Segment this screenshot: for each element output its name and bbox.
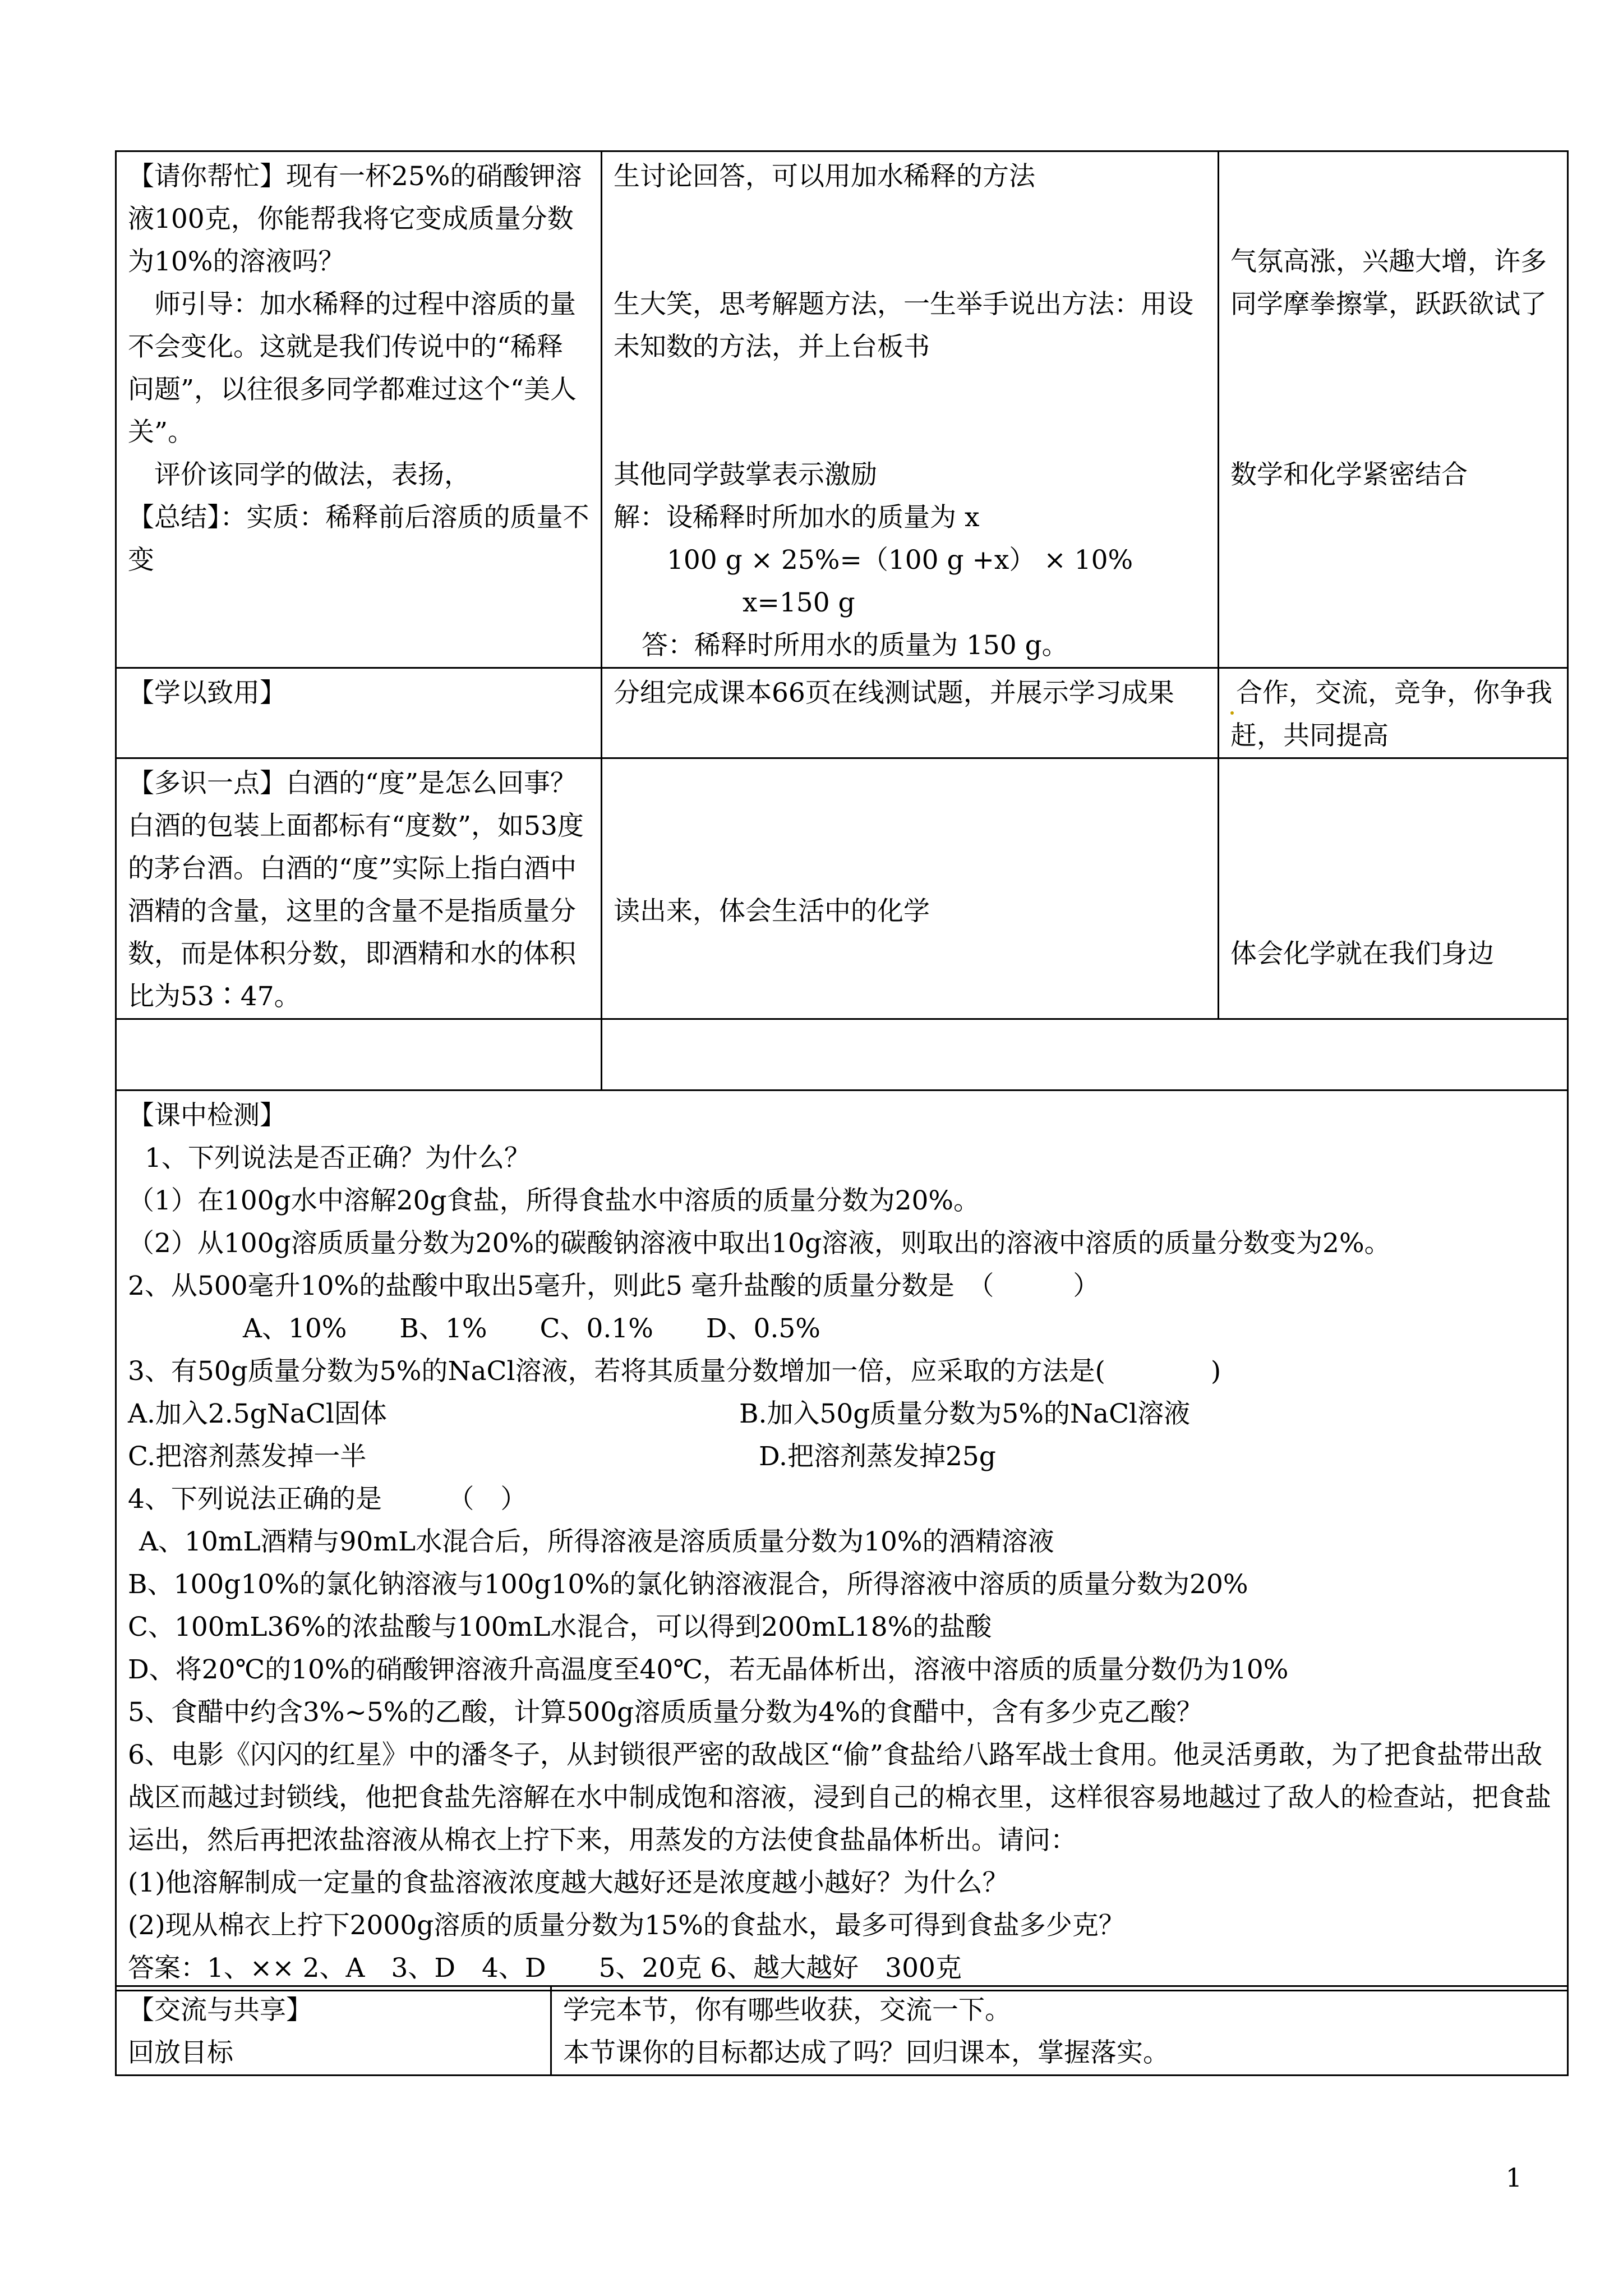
extra-intent-text: 体会化学就在我们身边 bbox=[1230, 938, 1494, 969]
question-3-options-cd bbox=[128, 1435, 1556, 1478]
teacher-guidance: 师引导：加水稀释的过程中溶质的量不会变化。这就是我们传说中的“稀释问题”，以往很多同学都难过这个“美人关”。 bbox=[128, 289, 577, 448]
student-answer-2: 生大笑，思考解题方法，一生举手说出方法：用设未知数的方法，并上台板书 bbox=[614, 289, 1193, 362]
row-share bbox=[116, 1986, 1568, 2076]
option-d: D.把溶剂蒸发掉25g bbox=[759, 1441, 996, 1472]
question-3-options-ab bbox=[128, 1393, 1556, 1435]
question-2: 2、从500毫升10%的盐酸中取出5毫升，则此5 毫升盐酸的质量分数是 （ ） bbox=[128, 1271, 1100, 1301]
cell-student-activity bbox=[602, 151, 1219, 668]
row-extra bbox=[116, 758, 1568, 1019]
answer-key: 答案：1、×× 2、A 3、D 4、D 5、20克 6、越大越好 300克 bbox=[128, 1953, 962, 1984]
question-3: 3、有50g质量分数为5%的NaCl溶液，若将其质量分数增加一倍，应采取的方法是( ) bbox=[128, 1356, 1221, 1387]
check-title: 【课中检测】 bbox=[128, 1100, 286, 1131]
row-apply bbox=[116, 668, 1568, 758]
row-check bbox=[116, 1091, 1568, 1991]
row-empty bbox=[116, 1019, 1568, 1091]
help-prompt: 【请你帮忙】现有一杯25%的硝酸钾溶液100克，你能帮我将它变成质量分数为10%的溶液吗？ bbox=[128, 161, 582, 277]
question-4-d: D、将20℃的10%的硝酸钾溶液升高温度至40℃，若无晶体析出，溶液中溶质的质量分数仍为10% bbox=[128, 1654, 1289, 1685]
empty-cell-2 bbox=[602, 1019, 1568, 1091]
question-6: 6、电影《闪闪的红星》中的潘冬子，从封锁很严密的敌战区“偷”食盐给八路军战士食用。他灵活勇敢，为了把食盐带出敌战区而越过封锁线，他把食盐先溶解在水中制成饱和溶液，浸到自己的棉衣里，这样很容易地越过了敌人的检查站，把食盐运出，然后再把浓盐溶液从棉衣上拧下来，用蒸发的方法使食盐晶体析出。请问： bbox=[128, 1740, 1551, 1856]
share-table bbox=[115, 1985, 1569, 2076]
apply-intent-text: 合作，交流，竞争，你争我赶，共同提高 bbox=[1230, 678, 1552, 751]
review-goals: 回放目标 bbox=[128, 2037, 233, 2068]
question-2-options: A、10% B、1% C、0.1% D、0.5% bbox=[243, 1313, 820, 1344]
option-b: B.加入50g质量分数为5%的NaCl溶液 bbox=[739, 1398, 1191, 1429]
intent-text-1: 气氛高涨，兴趣大增，许多同学摩拳擦掌，跃跃欲试了 bbox=[1230, 246, 1547, 320]
apply-student: 分组完成课本66页在线测试题，并展示学习成果 bbox=[602, 668, 1219, 758]
question-6-part-2: (2)现从棉衣上拧下2000g溶质的质量分数为15%的食盐水，最多可得到食盐多少克？ bbox=[128, 1910, 1125, 1941]
apply-intent bbox=[1219, 668, 1568, 758]
dot-mark bbox=[1230, 711, 1234, 715]
row-help bbox=[116, 151, 1568, 668]
student-answer-1: 生讨论回答，可以用加水稀释的方法 bbox=[614, 161, 1035, 192]
share-heading: 【交流与共享】 bbox=[128, 1995, 312, 2026]
share-text-2: 本节课你的目标都达成了吗？回归课本，掌握落实。 bbox=[563, 2037, 1169, 2068]
question-1-part-1: （1）在100g水中溶解20g食盐，所得食盐水中溶质的质量分数为20%。 bbox=[128, 1185, 980, 1216]
extra-intent bbox=[1219, 758, 1568, 1019]
question-4-c: C、100mL36%的浓盐酸与100mL水混合，可以得到200mL18%的盐酸 bbox=[128, 1612, 992, 1642]
intent-text-2: 数学和化学紧密结合 bbox=[1230, 459, 1468, 490]
option-a: A.加入2.5gNaCl固体 bbox=[128, 1398, 387, 1429]
question-1-part-2: （2）从100g溶质质量分数为20%的碳酸钠溶液中取出10g溶液，则取出的溶液中溶质的质量分数变为2%。 bbox=[128, 1228, 1391, 1259]
student-answer-3: 其他同学鼓掌表示激励 bbox=[614, 459, 877, 490]
cell-design-intent bbox=[1219, 151, 1568, 668]
question-4-b: B、100g10%的氯化钠溶液与100g10%的氯化钠溶液混合，所得溶液中溶质的质量分数为20% bbox=[128, 1569, 1248, 1600]
solution-line-3: x=150 g bbox=[743, 587, 855, 618]
question-4-a: A、10mL酒精与90mL水混合后，所得溶液是溶质质量分数为10%的酒精溶液 bbox=[139, 1526, 1054, 1557]
check-section bbox=[116, 1091, 1568, 1991]
apply-heading: 【学以致用】 bbox=[116, 668, 602, 758]
question-4: 4、下列说法正确的是 （ ） bbox=[128, 1484, 527, 1515]
extra-student-text: 读出来，体会生活中的化学 bbox=[614, 896, 930, 927]
share-left bbox=[116, 1986, 551, 2076]
extra-knowledge: 【多识一点】白酒的“度”是怎么回事？ 白酒的包装上面都标有“度数”，如53度的茅台酒。白酒的“度”实际上指白酒中酒精的含量，这里的含量不是指质量分数，而是体积分数，即酒精和水的体积比为53∶47。 bbox=[116, 758, 602, 1019]
page-number: 1 bbox=[1505, 2162, 1522, 2193]
solution-line-1: 解：设稀释时所加水的质量为 x bbox=[614, 502, 980, 533]
solution-line-2: 100 g × 25%=（100 g +x） × 10% bbox=[667, 545, 1133, 576]
option-c: C.把溶剂蒸发掉一半 bbox=[128, 1441, 367, 1472]
evaluation-text: 评价该同学的做法，表扬， bbox=[154, 459, 471, 490]
solution-answer: 答：稀释时所用水的质量为 150 g。 bbox=[642, 630, 1068, 661]
extra-student bbox=[602, 758, 1219, 1019]
share-text-1: 学完本节，你有哪些收获，交流一下。 bbox=[563, 1995, 1011, 2026]
share-right bbox=[551, 1986, 1568, 2076]
cell-teacher-activity bbox=[116, 151, 602, 668]
summary-text: 【总结】：实质：稀释前后溶质的质量不变 bbox=[128, 502, 589, 576]
question-5: 5、食醋中约含3%~5%的乙酸，计算500g溶质质量分数为4%的食醋中，含有多少克乙酸？ bbox=[128, 1697, 1203, 1728]
lesson-table bbox=[115, 150, 1569, 1991]
empty-cell-1 bbox=[116, 1019, 602, 1091]
question-1: 1、下列说法是否正确？为什么？ bbox=[145, 1143, 531, 1174]
question-6-part-1: (1)他溶解制成一定量的食盐溶液浓度越大越好还是浓度越小越好？为什么？ bbox=[128, 1867, 1009, 1898]
